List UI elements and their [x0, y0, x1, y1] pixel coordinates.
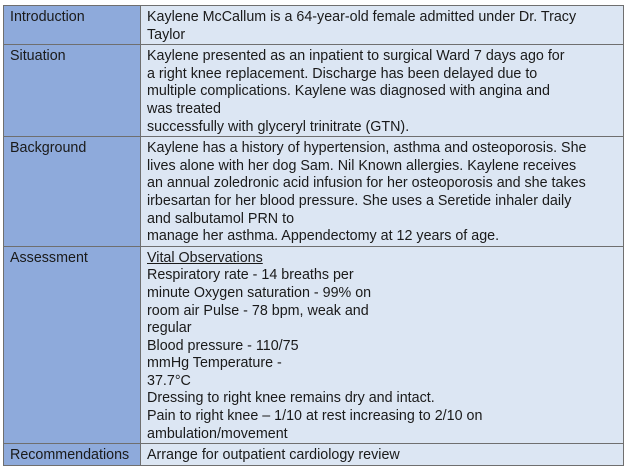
text-line: multiple complications. Kaylene was diagnosed with angina and	[147, 83, 550, 100]
table-row-introduction	[4, 6, 624, 45]
text-line: Dressing to right knee remains dry and intact.	[147, 390, 435, 407]
text-line: regular	[147, 320, 192, 337]
text-line: room air Pulse - 78 bpm, weak and	[147, 302, 369, 319]
row-content-assessment	[141, 246, 624, 444]
table-row-background	[4, 137, 624, 247]
text-line: Kaylene presented as an inpatient to surgical Ward 7 days ago for	[147, 48, 565, 65]
row-content-situation	[141, 45, 624, 137]
text-line: lives alone with her dog Sam. Nil Known allergies. Kaylene receives	[147, 157, 577, 174]
sbar-table	[3, 5, 624, 466]
text-line: 37.7°C	[147, 372, 191, 389]
text-line: mmHg Temperature -	[147, 355, 282, 372]
text-line: successfully with glyceryl trinitrate (GTN).	[147, 118, 410, 135]
text-line: manage her asthma. Appendectomy at 12 years of age.	[147, 228, 500, 245]
text-line: was treated	[147, 100, 221, 117]
text-line: irbesartan for her blood pressure. She uses a Seretide inhaler daily	[147, 192, 572, 209]
row-label-background: Background	[4, 137, 141, 247]
text-line: Arrange for outpatient cardiology review	[147, 447, 400, 464]
text-line: an annual zoledronic acid infusion for her osteoporosis and she takes	[147, 175, 586, 192]
text-line: Respiratory rate - 14 breaths per	[147, 267, 354, 284]
text-line: ambulation/movement	[147, 425, 288, 442]
text-line: Pain to right knee – 1/10 at rest increasing to 2/10 on	[147, 408, 483, 425]
row-label-introduction: Introduction	[4, 6, 141, 45]
row-label-situation: Situation	[4, 45, 141, 137]
text-line: Kaylene has a history of hypertension, asthma and osteoporosis. She	[147, 140, 587, 157]
table-row-assessment	[4, 246, 624, 444]
table-row-situation	[4, 45, 624, 137]
row-content-introduction	[141, 6, 624, 45]
text-line: and salbutamol PRN to	[147, 210, 295, 227]
text-line: Blood pressure - 110/75	[147, 337, 299, 354]
text-line: Kaylene McCallum is a 64-year-old female admitted under Dr. Tracy	[147, 9, 577, 25]
row-label-recommendations: Recommendations	[4, 444, 141, 466]
row-label-assessment: Assessment	[4, 246, 141, 444]
row-content-recommendations	[141, 444, 624, 466]
text-line: Taylor	[147, 26, 186, 43]
vital-observations-heading: Vital Observations	[147, 249, 263, 266]
row-content-background	[141, 137, 624, 247]
table-row-recommendations	[4, 444, 624, 466]
text-line: a right knee replacement. Discharge has been delayed due to	[147, 65, 538, 82]
text-line: minute Oxygen saturation - 99% on	[147, 284, 372, 301]
